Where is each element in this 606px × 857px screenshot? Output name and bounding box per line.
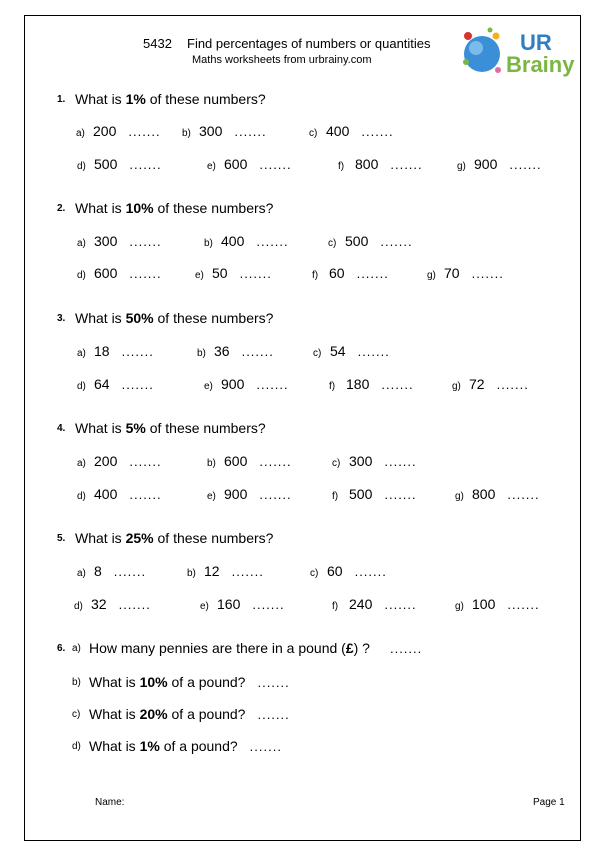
item-value: 72 [469, 376, 485, 392]
item-value: 600 [94, 265, 118, 281]
item-value: 900 [221, 376, 245, 392]
answer-dots: ....... [380, 234, 413, 249]
answer-item [328, 233, 413, 251]
item-label: b) [207, 458, 216, 469]
answer-dots: ....... [118, 597, 151, 612]
item-label: g) [452, 381, 461, 392]
part-label: a) [72, 643, 81, 654]
item-value: 200 [94, 453, 118, 469]
item-value: 200 [93, 123, 117, 139]
answer-dots: ....... [241, 344, 274, 359]
answer-dots: ....... [234, 124, 267, 139]
answer-item [77, 233, 162, 251]
answer-dots: ....... [121, 344, 154, 359]
item-value: 300 [199, 123, 223, 139]
answer-item [76, 123, 161, 141]
answer-dots: ....... [257, 675, 290, 690]
item-value: 300 [94, 233, 118, 249]
item-label: d) [77, 381, 86, 392]
item-label: e) [204, 381, 213, 392]
item-label: a) [77, 568, 86, 579]
item-value: 300 [349, 453, 373, 469]
answer-item [77, 376, 154, 394]
item-label: c) [313, 348, 322, 359]
answer-item [204, 233, 289, 251]
item-value: 600 [224, 156, 248, 172]
answer-dots: ....... [471, 266, 504, 281]
item-label: e) [200, 601, 209, 612]
answer-item [310, 563, 387, 581]
question-number: 2. [57, 203, 66, 214]
item-label: a) [76, 128, 85, 139]
item-label: f) [332, 491, 339, 502]
part-label: b) [72, 677, 81, 688]
answer-item [77, 453, 162, 471]
item-value: 54 [330, 343, 346, 359]
item-label: e) [195, 270, 204, 281]
part-text: What is 20% of a pound? ....... [89, 706, 290, 722]
item-value: 60 [329, 265, 345, 281]
item-value: 500 [349, 486, 373, 502]
question-number: 6. [57, 643, 66, 654]
item-label: g) [455, 601, 464, 612]
answer-item [204, 376, 289, 394]
item-label: g) [427, 270, 436, 281]
answer-item [207, 486, 292, 504]
answer-item [452, 376, 529, 394]
answer-dots: ....... [389, 641, 423, 656]
item-value: 240 [349, 596, 373, 612]
item-label: f) [338, 161, 345, 172]
answer-dots: ....... [381, 377, 414, 392]
answer-item [77, 486, 162, 504]
item-value: 64 [94, 376, 110, 392]
answer-dots: ....... [129, 234, 162, 249]
item-value: 32 [91, 596, 107, 612]
item-value: 400 [221, 233, 245, 249]
answer-dots: ....... [507, 487, 540, 502]
question-text: What is 25% of these numbers? [75, 530, 274, 546]
question-number: 5. [57, 533, 66, 544]
answer-dots: ....... [259, 454, 292, 469]
answer-dots: ....... [256, 234, 289, 249]
answer-dots: ....... [257, 707, 290, 722]
answer-dots: ....... [231, 564, 264, 579]
item-value: 900 [474, 156, 498, 172]
answer-item [187, 563, 264, 581]
answer-item [207, 156, 292, 174]
item-label: d) [74, 601, 83, 612]
item-label: b) [197, 348, 206, 359]
item-value: 160 [217, 596, 241, 612]
question-number: 3. [57, 313, 66, 324]
answer-dots: ....... [113, 564, 147, 579]
item-label: d) [77, 270, 86, 281]
item-label: c) [309, 128, 318, 139]
answer-item [77, 265, 162, 283]
answer-item [338, 156, 423, 174]
answer-dots: ....... [384, 597, 417, 612]
answer-dots: ....... [384, 454, 417, 469]
item-value: 500 [345, 233, 369, 249]
name-label: Name: [95, 797, 125, 808]
answer-dots: ....... [361, 124, 394, 139]
answer-dots: ....... [129, 454, 162, 469]
item-label: g) [457, 161, 466, 172]
answer-dots: ....... [259, 157, 292, 172]
answer-dots: ....... [356, 266, 389, 281]
answer-item [455, 486, 540, 504]
answer-item [77, 343, 154, 361]
svg-text:UR: UR [520, 30, 552, 55]
page-number: Page 1 [533, 797, 565, 808]
answer-item [77, 156, 162, 174]
answer-dots: ....... [239, 266, 272, 281]
item-value: 500 [94, 156, 118, 172]
answer-item [309, 123, 394, 141]
answer-dots: ....... [390, 157, 423, 172]
brain-globe-icon [462, 24, 580, 80]
answer-dots: ....... [121, 377, 154, 392]
answer-item [427, 265, 504, 283]
question-number: 4. [57, 423, 66, 434]
item-value: 70 [444, 265, 460, 281]
item-value: 8 [94, 563, 102, 579]
answer-dots: ....... [384, 487, 417, 502]
answer-dots: ....... [507, 597, 540, 612]
item-value: 900 [224, 486, 248, 502]
answer-dots: ....... [129, 487, 162, 502]
answer-dots: ....... [496, 377, 529, 392]
answer-item [332, 453, 417, 471]
item-label: c) [332, 458, 341, 469]
item-value: 180 [346, 376, 370, 392]
answer-item [455, 596, 540, 614]
part-text: What is 1% of a pound? ....... [89, 738, 282, 754]
item-value: 36 [214, 343, 230, 359]
answer-dots: ....... [354, 564, 387, 579]
item-label: f) [312, 270, 319, 281]
item-value: 400 [94, 486, 118, 502]
question-text: What is 1% of these numbers? [75, 91, 266, 107]
part-text: How many pennies are there in a pound (£) ? ....... [89, 640, 423, 656]
item-label: c) [328, 238, 337, 249]
answer-item [207, 453, 292, 471]
answer-dots: ....... [509, 157, 542, 172]
item-label: b) [204, 238, 213, 249]
answer-dots: ....... [129, 266, 162, 281]
answer-dots: ....... [128, 124, 161, 139]
worksheet-subtitle: Maths worksheets from urbrainy.com [192, 54, 372, 66]
item-label: e) [207, 161, 216, 172]
item-label: a) [77, 348, 86, 359]
answer-dots: ....... [129, 157, 162, 172]
answer-item [457, 156, 542, 174]
item-value: 600 [224, 453, 248, 469]
urbrainy-logo [462, 24, 580, 80]
item-label: d) [77, 161, 86, 172]
item-label: a) [77, 458, 86, 469]
answer-dots: ....... [357, 344, 390, 359]
answer-dots: ....... [249, 739, 282, 754]
answer-item [313, 343, 390, 361]
answer-item [329, 376, 414, 394]
answer-item [332, 486, 417, 504]
worksheet-title: Find percentages of numbers or quantities [187, 36, 431, 51]
answer-item [195, 265, 272, 283]
item-label: b) [187, 568, 196, 579]
question-text: What is 10% of these numbers? [75, 200, 274, 216]
item-value: 800 [355, 156, 379, 172]
item-value: 400 [326, 123, 350, 139]
part-label: d) [72, 741, 81, 752]
item-value: 800 [472, 486, 496, 502]
item-label: a) [77, 238, 86, 249]
answer-dots: ....... [256, 377, 289, 392]
item-label: g) [455, 491, 464, 502]
item-label: c) [310, 568, 319, 579]
answer-item [197, 343, 274, 361]
answer-item [312, 265, 389, 283]
item-label: e) [207, 491, 216, 502]
item-value: 12 [204, 563, 220, 579]
item-value: 60 [327, 563, 343, 579]
item-label: f) [332, 601, 339, 612]
answer-item [74, 596, 151, 614]
question-text: What is 50% of these numbers? [75, 310, 274, 326]
item-value: 100 [472, 596, 496, 612]
question-number: 1. [57, 94, 66, 105]
item-value: 18 [94, 343, 110, 359]
item-value: 50 [212, 265, 228, 281]
item-label: b) [182, 128, 191, 139]
answer-item [200, 596, 285, 614]
question-text: What is 5% of these numbers? [75, 420, 266, 436]
answer-dots: ....... [252, 597, 285, 612]
item-label: f) [329, 381, 336, 392]
svg-text:Brainy: Brainy [506, 52, 575, 77]
item-label: d) [77, 491, 86, 502]
part-text: What is 10% of a pound? ....... [89, 674, 290, 690]
part-label: c) [72, 709, 81, 720]
worksheet-code: 5432 [143, 36, 172, 51]
answer-item [182, 123, 267, 141]
answer-item [77, 563, 146, 581]
answer-item [332, 596, 417, 614]
answer-dots: ....... [259, 487, 292, 502]
